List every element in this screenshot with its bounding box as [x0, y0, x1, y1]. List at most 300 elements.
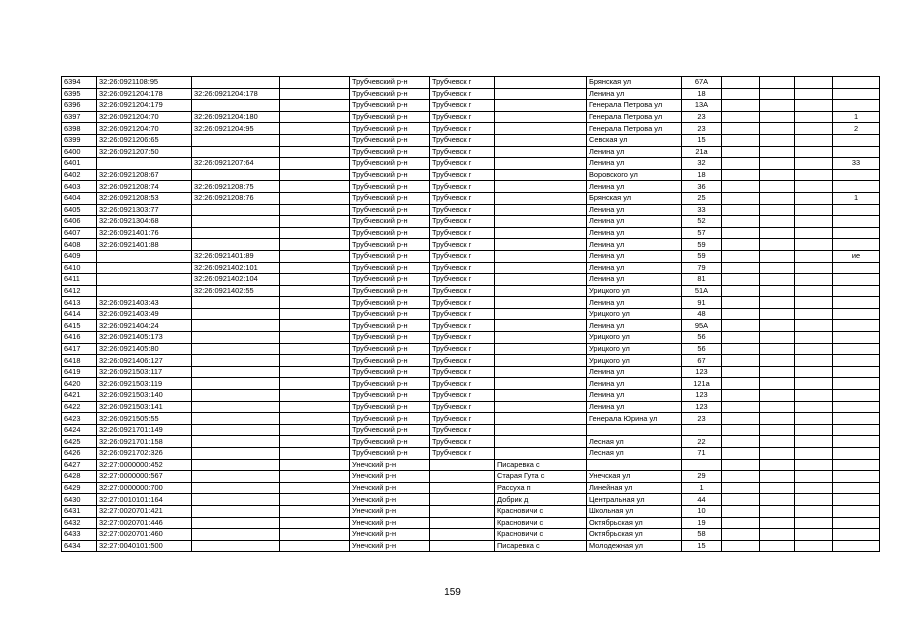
blank-cell — [280, 308, 350, 320]
row-number-cell: 6408 — [62, 239, 97, 251]
settlement-cell: Рассуха п — [495, 482, 587, 494]
block-cell — [760, 436, 795, 448]
city-cell: Трубчевск г — [430, 250, 495, 262]
blank-cell — [280, 494, 350, 506]
cadastral-number-cell: 32:26:0921404:24 — [97, 320, 192, 332]
block-cell — [760, 227, 795, 239]
extra-cell — [795, 366, 833, 378]
related-cadastral-number-cell — [192, 505, 280, 517]
extra-cell — [795, 146, 833, 158]
settlement-cell: Красновичи с — [495, 529, 587, 541]
street-cell: Ленина ул — [587, 274, 682, 286]
row-number-cell: 6434 — [62, 540, 97, 552]
apartment-cell — [833, 540, 880, 552]
apartment-cell: 1 — [833, 192, 880, 204]
table-row — [62, 343, 880, 355]
row-number-cell: 6411 — [62, 274, 97, 286]
apartment-cell — [833, 517, 880, 529]
street-cell: Севская ул — [587, 134, 682, 146]
block-cell — [760, 355, 795, 367]
table-row — [62, 413, 880, 425]
settlement-cell — [495, 181, 587, 193]
cadastral-number-cell: 32:26:0921207:50 — [97, 146, 192, 158]
related-cadastral-number-cell: 32:26:0921208:75 — [192, 181, 280, 193]
table-row — [62, 494, 880, 506]
district-cell: Трубчевский р-н — [350, 285, 430, 297]
cadastral-number-cell: 32:27:0020701:446 — [97, 517, 192, 529]
apartment-cell — [833, 529, 880, 541]
row-number-cell: 6410 — [62, 262, 97, 274]
block-cell — [760, 424, 795, 436]
house-number-cell: 18 — [682, 88, 722, 100]
apartment-cell — [833, 332, 880, 344]
extra-cell — [795, 77, 833, 89]
settlement-cell — [495, 320, 587, 332]
apartment-cell — [833, 297, 880, 309]
extra-cell — [795, 169, 833, 181]
building-cell — [722, 494, 760, 506]
city-cell: Трубчевск г — [430, 227, 495, 239]
street-cell: Лесная ул — [587, 436, 682, 448]
building-cell — [722, 181, 760, 193]
settlement-cell — [495, 413, 587, 425]
row-number-cell: 6404 — [62, 192, 97, 204]
table-row — [62, 540, 880, 552]
blank-cell — [280, 517, 350, 529]
row-number-cell: 6407 — [62, 227, 97, 239]
block-cell — [760, 158, 795, 170]
table-row — [62, 390, 880, 402]
row-number-cell: 6423 — [62, 413, 97, 425]
house-number-cell: 18 — [682, 169, 722, 181]
city-cell: Трубчевск г — [430, 134, 495, 146]
house-number-cell: 123 — [682, 390, 722, 402]
settlement-cell — [495, 134, 587, 146]
blank-cell — [280, 169, 350, 181]
block-cell — [760, 169, 795, 181]
extra-cell — [795, 505, 833, 517]
building-cell — [722, 146, 760, 158]
district-cell: Трубчевский р-н — [350, 366, 430, 378]
district-cell: Трубчевский р-н — [350, 250, 430, 262]
block-cell — [760, 459, 795, 471]
block-cell — [760, 413, 795, 425]
related-cadastral-number-cell — [192, 355, 280, 367]
row-number-cell: 6419 — [62, 366, 97, 378]
blank-cell — [280, 227, 350, 239]
city-cell — [430, 471, 495, 483]
row-number-cell: 6426 — [62, 448, 97, 460]
district-cell: Трубчевский р-н — [350, 158, 430, 170]
building-cell — [722, 517, 760, 529]
building-cell — [722, 134, 760, 146]
building-cell — [722, 100, 760, 112]
block-cell — [760, 517, 795, 529]
extra-cell — [795, 88, 833, 100]
related-cadastral-number-cell: 32:26:0921402:101 — [192, 262, 280, 274]
settlement-cell — [495, 204, 587, 216]
row-number-cell: 6399 — [62, 134, 97, 146]
cadastral-number-cell — [97, 158, 192, 170]
table-row — [62, 285, 880, 297]
district-cell: Трубчевский р-н — [350, 88, 430, 100]
building-cell — [722, 366, 760, 378]
cadastral-number-cell: 32:26:0921403:49 — [97, 308, 192, 320]
related-cadastral-number-cell — [192, 413, 280, 425]
city-cell: Трубчевск г — [430, 401, 495, 413]
building-cell — [722, 436, 760, 448]
row-number-cell: 6403 — [62, 181, 97, 193]
blank-cell — [280, 424, 350, 436]
apartment-cell: ие — [833, 250, 880, 262]
row-number-cell: 6415 — [62, 320, 97, 332]
related-cadastral-number-cell — [192, 459, 280, 471]
extra-cell — [795, 459, 833, 471]
blank-cell — [280, 111, 350, 123]
blank-cell — [280, 540, 350, 552]
table-row — [62, 436, 880, 448]
house-number-cell: 58 — [682, 529, 722, 541]
blank-cell — [280, 100, 350, 112]
row-number-cell: 6395 — [62, 88, 97, 100]
extra-cell — [795, 239, 833, 251]
building-cell — [722, 216, 760, 228]
related-cadastral-number-cell — [192, 343, 280, 355]
city-cell: Трубчевск г — [430, 308, 495, 320]
district-cell: Трубчевский р-н — [350, 424, 430, 436]
apartment-cell: 2 — [833, 123, 880, 135]
related-cadastral-number-cell — [192, 216, 280, 228]
settlement-cell — [495, 448, 587, 460]
table-row — [62, 297, 880, 309]
row-number-cell: 6405 — [62, 204, 97, 216]
cadastral-number-cell: 32:26:0921503:117 — [97, 366, 192, 378]
blank-cell — [280, 448, 350, 460]
house-number-cell: 36 — [682, 181, 722, 193]
row-number-cell: 6413 — [62, 297, 97, 309]
table-body — [62, 77, 880, 552]
cadastral-number-cell: 32:26:0921405:173 — [97, 332, 192, 344]
row-number-cell: 6416 — [62, 332, 97, 344]
blank-cell — [280, 320, 350, 332]
building-cell — [722, 308, 760, 320]
apartment-cell — [833, 88, 880, 100]
blank-cell — [280, 181, 350, 193]
cadastral-number-cell: 32:26:0921403:43 — [97, 297, 192, 309]
house-number-cell: 23 — [682, 413, 722, 425]
related-cadastral-number-cell — [192, 146, 280, 158]
related-cadastral-number-cell: 32:26:0921401:89 — [192, 250, 280, 262]
settlement-cell — [495, 343, 587, 355]
blank-cell — [280, 505, 350, 517]
settlement-cell — [495, 285, 587, 297]
blank-cell — [280, 471, 350, 483]
block-cell — [760, 192, 795, 204]
building-cell — [722, 262, 760, 274]
street-cell: Октябрьская ул — [587, 517, 682, 529]
cadastral-number-cell: 32:27:0010101:164 — [97, 494, 192, 506]
related-cadastral-number-cell — [192, 332, 280, 344]
extra-cell — [795, 192, 833, 204]
house-number-cell: 59 — [682, 239, 722, 251]
related-cadastral-number-cell — [192, 204, 280, 216]
block-cell — [760, 123, 795, 135]
settlement-cell: Писаревка с — [495, 459, 587, 471]
table-row — [62, 216, 880, 228]
settlement-cell — [495, 378, 587, 390]
cadastral-number-cell: 32:27:0000000:452 — [97, 459, 192, 471]
city-cell: Трубчевск г — [430, 390, 495, 402]
row-number-cell: 6401 — [62, 158, 97, 170]
table-row — [62, 88, 880, 100]
street-cell: Урицкого ул — [587, 343, 682, 355]
settlement-cell — [495, 100, 587, 112]
settlement-cell — [495, 158, 587, 170]
settlement-cell — [495, 366, 587, 378]
table-row — [62, 274, 880, 286]
extra-cell — [795, 343, 833, 355]
blank-cell — [280, 216, 350, 228]
related-cadastral-number-cell — [192, 308, 280, 320]
house-number-cell: 51А — [682, 285, 722, 297]
row-number-cell: 6429 — [62, 482, 97, 494]
related-cadastral-number-cell: 32:26:0921208:76 — [192, 192, 280, 204]
extra-cell — [795, 540, 833, 552]
apartment-cell — [833, 100, 880, 112]
block-cell — [760, 88, 795, 100]
settlement-cell: Красновичи с — [495, 505, 587, 517]
building-cell — [722, 448, 760, 460]
house-number-cell — [682, 424, 722, 436]
city-cell: Трубчевск г — [430, 123, 495, 135]
apartment-cell — [833, 424, 880, 436]
district-cell: Трубчевский р-н — [350, 308, 430, 320]
house-number-cell: 32 — [682, 158, 722, 170]
extra-cell — [795, 494, 833, 506]
row-number-cell: 6425 — [62, 436, 97, 448]
related-cadastral-number-cell — [192, 540, 280, 552]
extra-cell — [795, 390, 833, 402]
table-row — [62, 100, 880, 112]
extra-cell — [795, 355, 833, 367]
building-cell — [722, 88, 760, 100]
settlement-cell — [495, 274, 587, 286]
apartment-cell — [833, 355, 880, 367]
street-cell: Генерала Петрова ул — [587, 111, 682, 123]
block-cell — [760, 111, 795, 123]
apartment-cell — [833, 239, 880, 251]
cadastral-number-cell: 32:26:0921401:88 — [97, 239, 192, 251]
apartment-cell — [833, 413, 880, 425]
extra-cell — [795, 123, 833, 135]
extra-cell — [795, 482, 833, 494]
blank-cell — [280, 343, 350, 355]
building-cell — [722, 158, 760, 170]
apartment-cell — [833, 320, 880, 332]
street-cell: Ленина ул — [587, 401, 682, 413]
table-row — [62, 111, 880, 123]
table-row — [62, 192, 880, 204]
table-row — [62, 169, 880, 181]
block-cell — [760, 239, 795, 251]
building-cell — [722, 343, 760, 355]
block-cell — [760, 494, 795, 506]
building-cell — [722, 378, 760, 390]
extra-cell — [795, 250, 833, 262]
table-row — [62, 134, 880, 146]
settlement-cell — [495, 111, 587, 123]
street-cell: Генерала Юрина ул — [587, 413, 682, 425]
blank-cell — [280, 355, 350, 367]
row-number-cell: 6418 — [62, 355, 97, 367]
apartment-cell — [833, 181, 880, 193]
city-cell: Трубчевск г — [430, 285, 495, 297]
house-number-cell: 15 — [682, 540, 722, 552]
street-cell: Урицкого ул — [587, 332, 682, 344]
street-cell: Ленина ул — [587, 88, 682, 100]
building-cell — [722, 413, 760, 425]
cadastral-number-cell: 32:26:0921303:77 — [97, 204, 192, 216]
street-cell: Генерала Петрова ул — [587, 123, 682, 135]
settlement-cell — [495, 216, 587, 228]
house-number-cell: 123 — [682, 366, 722, 378]
table-row — [62, 448, 880, 460]
district-cell: Трубчевский р-н — [350, 413, 430, 425]
row-number-cell: 6420 — [62, 378, 97, 390]
extra-cell — [795, 448, 833, 460]
city-cell: Трубчевск г — [430, 111, 495, 123]
district-cell: Унечский р-н — [350, 505, 430, 517]
cadastral-number-cell: 32:26:0921503:140 — [97, 390, 192, 402]
table-row — [62, 529, 880, 541]
settlement-cell — [495, 390, 587, 402]
table-row — [62, 204, 880, 216]
district-cell: Трубчевский р-н — [350, 262, 430, 274]
related-cadastral-number-cell — [192, 401, 280, 413]
apartment-cell — [833, 436, 880, 448]
cadastral-number-cell — [97, 285, 192, 297]
city-cell: Трубчевск г — [430, 424, 495, 436]
settlement-cell — [495, 169, 587, 181]
building-cell — [722, 401, 760, 413]
extra-cell — [795, 216, 833, 228]
table-row — [62, 262, 880, 274]
cadastral-number-cell — [97, 250, 192, 262]
house-number-cell: 57 — [682, 227, 722, 239]
apartment-cell — [833, 471, 880, 483]
building-cell — [722, 529, 760, 541]
street-cell: Ленина ул — [587, 297, 682, 309]
street-cell: Ленина ул — [587, 250, 682, 262]
building-cell — [722, 390, 760, 402]
cadastral-number-cell: 32:26:0921204:178 — [97, 88, 192, 100]
building-cell — [722, 250, 760, 262]
street-cell: Ленина ул — [587, 378, 682, 390]
settlement-cell: Красновичи с — [495, 517, 587, 529]
extra-cell — [795, 111, 833, 123]
table-row — [62, 471, 880, 483]
house-number-cell: 95А — [682, 320, 722, 332]
related-cadastral-number-cell — [192, 134, 280, 146]
apartment-cell: 33 — [833, 158, 880, 170]
building-cell — [722, 111, 760, 123]
block-cell — [760, 146, 795, 158]
row-number-cell: 6424 — [62, 424, 97, 436]
apartment-cell — [833, 274, 880, 286]
street-cell: Ленина ул — [587, 227, 682, 239]
apartment-cell — [833, 401, 880, 413]
cadastral-number-cell — [97, 274, 192, 286]
extra-cell — [795, 517, 833, 529]
street-cell: Ленина ул — [587, 216, 682, 228]
street-cell: Молодежная ул — [587, 540, 682, 552]
house-number-cell: 13А — [682, 100, 722, 112]
district-cell: Трубчевский р-н — [350, 343, 430, 355]
related-cadastral-number-cell — [192, 390, 280, 402]
building-cell — [722, 320, 760, 332]
city-cell: Трубчевск г — [430, 181, 495, 193]
extra-cell — [795, 320, 833, 332]
table-row — [62, 424, 880, 436]
related-cadastral-number-cell — [192, 482, 280, 494]
building-cell — [722, 77, 760, 89]
street-cell: Ленина ул — [587, 204, 682, 216]
extra-cell — [795, 401, 833, 413]
district-cell: Трубчевский р-н — [350, 401, 430, 413]
table-row — [62, 320, 880, 332]
district-cell: Унечский р-н — [350, 529, 430, 541]
building-cell — [722, 297, 760, 309]
district-cell: Трубчевский р-н — [350, 448, 430, 460]
settlement-cell: Старая Гута с — [495, 471, 587, 483]
street-cell — [587, 424, 682, 436]
apartment-cell — [833, 390, 880, 402]
block-cell — [760, 100, 795, 112]
cadastral-number-cell: 32:26:0921701:149 — [97, 424, 192, 436]
city-cell: Трубчевск г — [430, 192, 495, 204]
extra-cell — [795, 227, 833, 239]
settlement-cell — [495, 192, 587, 204]
cadastral-number-cell: 32:26:0921208:67 — [97, 169, 192, 181]
house-number-cell: 21а — [682, 146, 722, 158]
street-cell: Ленина ул — [587, 262, 682, 274]
cadastral-number-cell: 32:26:0921406:127 — [97, 355, 192, 367]
row-number-cell: 6427 — [62, 459, 97, 471]
row-number-cell: 6417 — [62, 343, 97, 355]
district-cell: Трубчевский р-н — [350, 216, 430, 228]
cadastral-number-cell: 32:26:0921401:76 — [97, 227, 192, 239]
street-cell: Ленина ул — [587, 239, 682, 251]
city-cell: Трубчевск г — [430, 169, 495, 181]
apartment-cell — [833, 77, 880, 89]
street-cell: Лесная ул — [587, 448, 682, 460]
blank-cell — [280, 262, 350, 274]
district-cell: Унечский р-н — [350, 459, 430, 471]
block-cell — [760, 505, 795, 517]
related-cadastral-number-cell — [192, 448, 280, 460]
house-number-cell: 25 — [682, 192, 722, 204]
street-cell: Генерала Петрова ул — [587, 100, 682, 112]
extra-cell — [795, 297, 833, 309]
extra-cell — [795, 436, 833, 448]
street-cell: Урицкого ул — [587, 308, 682, 320]
table-row — [62, 378, 880, 390]
extra-cell — [795, 332, 833, 344]
street-cell: Ленина ул — [587, 181, 682, 193]
settlement-cell — [495, 436, 587, 448]
related-cadastral-number-cell — [192, 378, 280, 390]
related-cadastral-number-cell: 32:26:0921204:180 — [192, 111, 280, 123]
